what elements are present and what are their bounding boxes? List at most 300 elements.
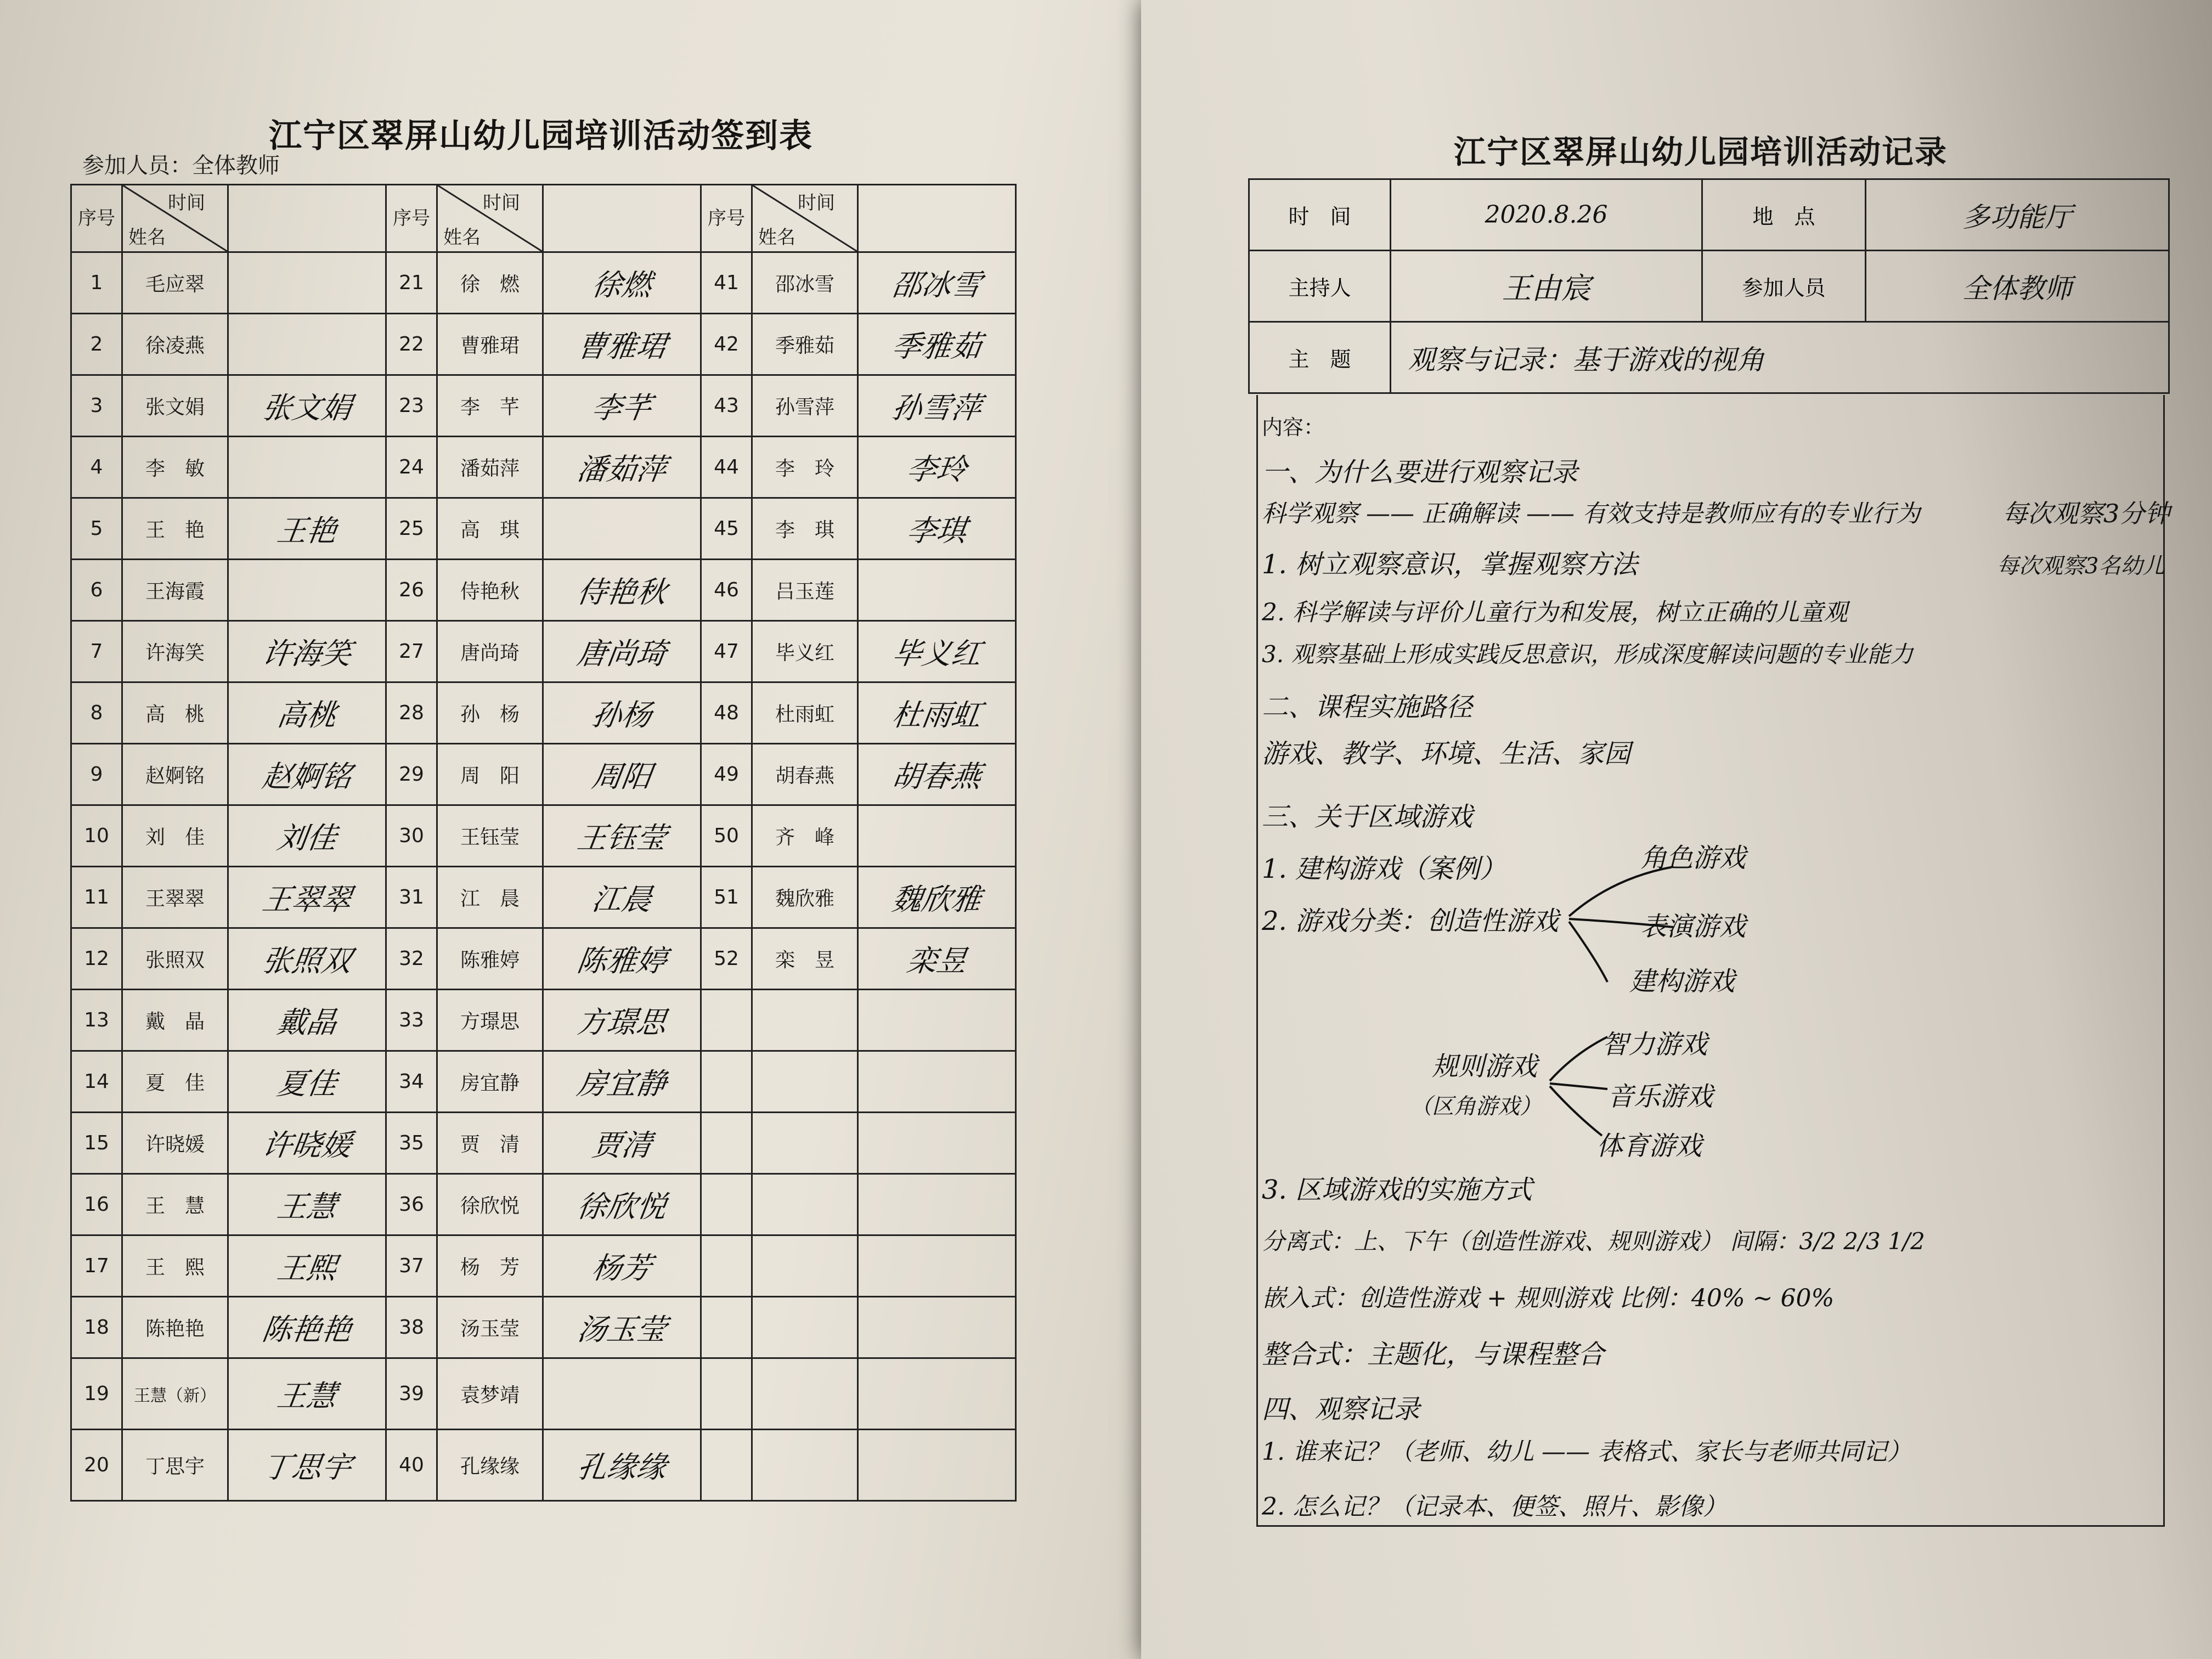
row-number: 33 bbox=[386, 990, 437, 1051]
row-name: 袁梦靖 bbox=[437, 1358, 543, 1430]
topic-value: 观察与记录：基于游戏的视角 bbox=[1408, 343, 1764, 376]
header-time: 时间 bbox=[798, 192, 835, 214]
content-line-14: 整合式：主题化，与课程整合 bbox=[1262, 1339, 1605, 1370]
row-number: 41 bbox=[701, 252, 752, 314]
attendees-value: 全体教师 bbox=[1962, 272, 2072, 304]
signature-text: 季雅茹 bbox=[889, 329, 984, 364]
row-name: 杜雨虹 bbox=[752, 682, 858, 744]
row-name: 赵婀铭 bbox=[122, 744, 228, 805]
header-time-name-cell bbox=[122, 185, 228, 252]
row-name: 王钰莹 bbox=[437, 805, 543, 867]
signature-text: 潘茹萍 bbox=[574, 452, 669, 487]
sign-in-row bbox=[71, 1051, 1016, 1113]
row-name: 曹雅珺 bbox=[437, 314, 543, 375]
row-name: 徐 燃 bbox=[437, 252, 543, 314]
content-line-13: 嵌入式：创造性游戏 + 规则游戏 比例：40% ~ 60% bbox=[1262, 1284, 1835, 1312]
row-name: 季雅茹 bbox=[752, 314, 858, 375]
sign-in-row bbox=[71, 560, 1016, 621]
signature-text: 王慧 bbox=[274, 1189, 339, 1224]
empty-cell bbox=[858, 990, 1016, 1051]
row-signature bbox=[228, 1174, 386, 1235]
row-name: 邵冰雪 bbox=[752, 252, 858, 314]
row-number: 50 bbox=[701, 805, 752, 867]
host-label: 主持人 bbox=[1249, 251, 1391, 322]
time-value: 2020.8.26 bbox=[1485, 201, 1608, 229]
header-time: 时间 bbox=[483, 192, 520, 214]
row-name: 高 琪 bbox=[437, 498, 543, 560]
row-name: 王海霞 bbox=[122, 560, 228, 621]
participants-label: 参加人员：全体教师 bbox=[82, 153, 280, 178]
row-signature bbox=[858, 560, 1016, 621]
row-signature bbox=[543, 1430, 701, 1501]
record-info-table bbox=[1248, 178, 2170, 394]
row-signature bbox=[858, 498, 1016, 560]
signature-text: 王翠翠 bbox=[259, 882, 354, 917]
row-signature bbox=[228, 928, 386, 990]
row-number: 3 bbox=[71, 375, 122, 437]
row-signature bbox=[228, 867, 386, 928]
row-number: 2 bbox=[71, 314, 122, 375]
content-line-5: 3. 观察基础上形成实践反思意识，形成深度解读问题的专业能力 bbox=[1262, 641, 1914, 668]
row-number: 25 bbox=[386, 498, 437, 560]
row-number: 35 bbox=[386, 1113, 437, 1174]
content-label: 内容： bbox=[1262, 415, 1325, 439]
row-number: 48 bbox=[701, 682, 752, 744]
time-label: 时 间 bbox=[1249, 179, 1391, 251]
content-line-4: 2. 科学解读与评价儿童行为和发展，树立正确的儿童观 bbox=[1262, 599, 1848, 627]
empty-cell bbox=[752, 1113, 858, 1174]
signature-text: 贾清 bbox=[589, 1128, 654, 1163]
row-number: 52 bbox=[701, 928, 752, 990]
header-time-name-cell bbox=[752, 185, 858, 252]
row-signature bbox=[543, 314, 701, 375]
row-signature bbox=[228, 1113, 386, 1174]
row-number: 31 bbox=[386, 867, 437, 928]
row-name: 李 琪 bbox=[752, 498, 858, 560]
row-number: 11 bbox=[71, 867, 122, 928]
empty-cell bbox=[701, 1051, 752, 1113]
row-name: 李 芊 bbox=[437, 375, 543, 437]
row-name: 许晓媛 bbox=[122, 1113, 228, 1174]
signature-text: 唐尚琦 bbox=[574, 636, 669, 671]
row-signature bbox=[543, 805, 701, 867]
content-line-15: 四、观察记录 bbox=[1262, 1394, 1420, 1425]
sign-in-row bbox=[71, 928, 1016, 990]
row-number: 14 bbox=[71, 1051, 122, 1113]
empty-cell bbox=[752, 990, 858, 1051]
content-line-12: 分离式：上、下午（创造性游戏、规则游戏） 间隔：3/2 2/3 1/2 bbox=[1262, 1228, 1925, 1255]
row-signature bbox=[228, 744, 386, 805]
empty-cell bbox=[752, 1235, 858, 1297]
row-signature bbox=[858, 867, 1016, 928]
empty-cell bbox=[858, 1113, 1016, 1174]
signature-text: 许晓媛 bbox=[259, 1128, 354, 1163]
sign-in-row bbox=[71, 867, 1016, 928]
row-name: 毕义红 bbox=[752, 621, 858, 682]
row-name: 周 阳 bbox=[437, 744, 543, 805]
row-signature bbox=[228, 1297, 386, 1358]
empty-cell bbox=[701, 1235, 752, 1297]
content-line-8: 三、关于区域游戏 bbox=[1262, 802, 1473, 832]
row-number: 47 bbox=[701, 621, 752, 682]
row-signature bbox=[543, 1297, 701, 1358]
row-number: 6 bbox=[71, 560, 122, 621]
row-name: 孙雪萍 bbox=[752, 375, 858, 437]
signature-text: 魏欣雅 bbox=[889, 882, 984, 917]
row-signature bbox=[543, 498, 701, 560]
row-signature bbox=[543, 375, 701, 437]
row-number: 49 bbox=[701, 744, 752, 805]
row-name: 高 桃 bbox=[122, 682, 228, 744]
row-number: 5 bbox=[71, 498, 122, 560]
branch-intellectual: 智力游戏 bbox=[1602, 1029, 1708, 1060]
row-name: 齐 峰 bbox=[752, 805, 858, 867]
row-name: 王 熙 bbox=[122, 1235, 228, 1297]
row-name: 李 玲 bbox=[752, 437, 858, 498]
row-number: 7 bbox=[71, 621, 122, 682]
signature-text: 曹雅珺 bbox=[574, 329, 669, 364]
sign-in-table bbox=[70, 184, 1017, 1502]
content-line-1: 一、为什么要进行观察记录 bbox=[1262, 457, 1578, 488]
row-signature bbox=[858, 437, 1016, 498]
empty-cell bbox=[858, 1174, 1016, 1235]
signature-text: 毕义红 bbox=[889, 636, 984, 671]
signature-text: 王钰莹 bbox=[574, 821, 669, 855]
row-signature bbox=[228, 990, 386, 1051]
row-signature bbox=[543, 621, 701, 682]
row-name: 徐欣悦 bbox=[437, 1174, 543, 1235]
row-name: 胡春燕 bbox=[752, 744, 858, 805]
row-signature bbox=[228, 1430, 386, 1501]
row-number: 8 bbox=[71, 682, 122, 744]
row-number: 44 bbox=[701, 437, 752, 498]
row-number: 37 bbox=[386, 1235, 437, 1297]
content-line-3: 1. 树立观察意识，掌握观察方法 bbox=[1262, 549, 1638, 580]
empty-cell bbox=[752, 1174, 858, 1235]
content-line-16: 1. 谁来记？（老师、幼儿 —— 表格式、家长与老师共同记） bbox=[1262, 1438, 1911, 1466]
row-signature bbox=[858, 805, 1016, 867]
row-name: 李 敏 bbox=[122, 437, 228, 498]
row-signature bbox=[228, 805, 386, 867]
row-name: 王慧（新） bbox=[122, 1358, 228, 1430]
empty-cell bbox=[752, 1297, 858, 1358]
row-name: 王 慧 bbox=[122, 1174, 228, 1235]
row-signature bbox=[228, 1051, 386, 1113]
row-name: 江 晨 bbox=[437, 867, 543, 928]
signature-text: 陈雅婷 bbox=[574, 944, 669, 978]
row-number: 42 bbox=[701, 314, 752, 375]
row-signature bbox=[858, 314, 1016, 375]
row-name: 唐尚琦 bbox=[437, 621, 543, 682]
row-signature bbox=[543, 682, 701, 744]
signature-text: 徐燃 bbox=[589, 268, 654, 302]
row-signature bbox=[858, 621, 1016, 682]
row-name: 房宜静 bbox=[437, 1051, 543, 1113]
sign-in-row bbox=[71, 437, 1016, 498]
empty-cell bbox=[701, 990, 752, 1051]
signature-text: 栾昱 bbox=[904, 944, 969, 978]
row-signature bbox=[543, 437, 701, 498]
signature-text: 李芊 bbox=[589, 391, 654, 425]
content-line-17: 2. 怎么记？（记录本、便签、照片、影像） bbox=[1262, 1493, 1727, 1521]
row-name: 王 艳 bbox=[122, 498, 228, 560]
row-number: 38 bbox=[386, 1297, 437, 1358]
row-signature bbox=[543, 928, 701, 990]
place-label: 地 点 bbox=[1702, 179, 1866, 251]
row-name: 杨 芳 bbox=[437, 1235, 543, 1297]
row-signature bbox=[858, 375, 1016, 437]
empty-cell bbox=[701, 1174, 752, 1235]
attendees-label: 参加人员 bbox=[1702, 251, 1866, 322]
signature-text: 丁思宇 bbox=[259, 1450, 354, 1485]
row-signature bbox=[543, 1235, 701, 1297]
sign-in-title: 江宁区翠屏山幼儿园培训活动签到表 bbox=[269, 117, 813, 155]
row-name: 陈雅婷 bbox=[437, 928, 543, 990]
rules-game-label: 规则游戏 bbox=[1432, 1051, 1538, 1082]
row-signature bbox=[228, 498, 386, 560]
row-number: 36 bbox=[386, 1174, 437, 1235]
row-number: 19 bbox=[71, 1358, 122, 1430]
side-note-2: 每次观察3名幼儿 bbox=[1997, 554, 2165, 579]
row-name: 陈艳艳 bbox=[122, 1297, 228, 1358]
signature-text: 陈艳艳 bbox=[259, 1312, 354, 1347]
row-name: 夏 佳 bbox=[122, 1051, 228, 1113]
row-number: 13 bbox=[71, 990, 122, 1051]
row-name: 丁思宇 bbox=[122, 1430, 228, 1501]
branch-sports: 体育游戏 bbox=[1596, 1131, 1702, 1161]
signature-text: 张照双 bbox=[259, 944, 354, 978]
signature-text: 胡春燕 bbox=[889, 759, 984, 794]
row-name: 刘 佳 bbox=[122, 805, 228, 867]
signature-text: 高桃 bbox=[274, 698, 339, 732]
sign-in-row bbox=[71, 990, 1016, 1051]
signature-text: 王艳 bbox=[274, 514, 339, 548]
row-name: 魏欣雅 bbox=[752, 867, 858, 928]
row-name: 汤玉莹 bbox=[437, 1297, 543, 1358]
branch-construction: 建构游戏 bbox=[1629, 966, 1735, 997]
empty-cell bbox=[701, 1358, 752, 1430]
row-signature bbox=[543, 867, 701, 928]
signature-text: 周阳 bbox=[589, 759, 654, 794]
empty-cell bbox=[858, 1235, 1016, 1297]
record-title: 江宁区翠屏山幼儿园培训活动记录 bbox=[1454, 133, 1948, 171]
row-signature bbox=[543, 560, 701, 621]
signature-text: 王熙 bbox=[274, 1251, 339, 1285]
sign-in-row bbox=[71, 314, 1016, 375]
row-name: 张文娟 bbox=[122, 375, 228, 437]
signature-text: 杨芳 bbox=[589, 1251, 654, 1285]
sign-in-row bbox=[71, 252, 1016, 314]
row-name: 毛应翠 bbox=[122, 252, 228, 314]
row-signature bbox=[858, 928, 1016, 990]
row-name: 潘茹萍 bbox=[437, 437, 543, 498]
sign-in-row bbox=[71, 1174, 1016, 1235]
row-number: 46 bbox=[701, 560, 752, 621]
row-name: 戴 晶 bbox=[122, 990, 228, 1051]
row-number: 4 bbox=[71, 437, 122, 498]
header-signature bbox=[228, 185, 386, 252]
content-line-11: 3. 区域游戏的实施方式 bbox=[1262, 1175, 1533, 1205]
signature-text: 邵冰雪 bbox=[889, 268, 984, 302]
signature-text: 李玲 bbox=[904, 452, 969, 487]
row-signature bbox=[228, 560, 386, 621]
row-signature bbox=[228, 621, 386, 682]
row-number: 29 bbox=[386, 744, 437, 805]
empty-cell bbox=[752, 1051, 858, 1113]
signature-text: 夏佳 bbox=[274, 1066, 339, 1101]
header-no: 序号 bbox=[71, 185, 122, 252]
row-number: 20 bbox=[71, 1430, 122, 1501]
row-signature bbox=[543, 252, 701, 314]
row-number: 30 bbox=[386, 805, 437, 867]
row-name: 孙 杨 bbox=[437, 682, 543, 744]
row-signature bbox=[228, 1235, 386, 1297]
row-signature bbox=[543, 990, 701, 1051]
signature-text: 赵婀铭 bbox=[259, 759, 354, 794]
empty-cell bbox=[858, 1297, 1016, 1358]
signature-text: 李琪 bbox=[904, 514, 969, 548]
branch-music: 音乐游戏 bbox=[1607, 1081, 1713, 1112]
row-signature bbox=[228, 1358, 386, 1430]
host-value: 王由宸 bbox=[1502, 271, 1591, 306]
row-name: 孔缘缘 bbox=[437, 1430, 543, 1501]
header-name: 姓名 bbox=[758, 227, 795, 249]
signature-text: 江晨 bbox=[589, 882, 654, 917]
signature-text: 孔缘缘 bbox=[574, 1450, 669, 1485]
row-number: 43 bbox=[701, 375, 752, 437]
empty-cell bbox=[752, 1358, 858, 1430]
place-value: 多功能厅 bbox=[1962, 201, 2072, 233]
empty-cell bbox=[701, 1113, 752, 1174]
row-signature bbox=[858, 744, 1016, 805]
signature-text: 房宜静 bbox=[574, 1066, 669, 1101]
row-number: 1 bbox=[71, 252, 122, 314]
row-number: 27 bbox=[386, 621, 437, 682]
row-number: 26 bbox=[386, 560, 437, 621]
sign-in-row bbox=[71, 682, 1016, 744]
row-number: 45 bbox=[701, 498, 752, 560]
empty-cell bbox=[752, 1430, 858, 1501]
row-name: 徐凌燕 bbox=[122, 314, 228, 375]
empty-cell bbox=[701, 1297, 752, 1358]
header-signature bbox=[858, 185, 1016, 252]
row-signature bbox=[543, 744, 701, 805]
row-name: 王翠翠 bbox=[122, 867, 228, 928]
row-number: 34 bbox=[386, 1051, 437, 1113]
row-name: 栾 昱 bbox=[752, 928, 858, 990]
sign-in-row bbox=[71, 1297, 1016, 1358]
rules-game-sub: （区角游戏） bbox=[1410, 1094, 1542, 1119]
row-signature bbox=[228, 375, 386, 437]
empty-cell bbox=[858, 1051, 1016, 1113]
header-name: 姓名 bbox=[128, 227, 166, 249]
signature-text: 张文娟 bbox=[259, 391, 354, 425]
row-number: 24 bbox=[386, 437, 437, 498]
row-number: 17 bbox=[71, 1235, 122, 1297]
row-name: 张照双 bbox=[122, 928, 228, 990]
row-signature bbox=[543, 1174, 701, 1235]
row-number: 21 bbox=[386, 252, 437, 314]
row-signature bbox=[228, 682, 386, 744]
signature-text: 孙雪萍 bbox=[889, 391, 984, 425]
signature-text: 许海笑 bbox=[259, 636, 354, 671]
row-number: 18 bbox=[71, 1297, 122, 1358]
sign-in-row bbox=[71, 621, 1016, 682]
row-number: 28 bbox=[386, 682, 437, 744]
sign-in-row bbox=[71, 1430, 1016, 1501]
content-line-6: 二、课程实施路径 bbox=[1262, 692, 1473, 723]
sign-in-row bbox=[71, 375, 1016, 437]
signature-text: 孙杨 bbox=[589, 698, 654, 732]
signature-text: 刘佳 bbox=[274, 821, 339, 855]
content-line-7: 游戏、教学、环境、生活、家园 bbox=[1262, 738, 1631, 769]
side-note-1: 每次观察3分钟 bbox=[2002, 499, 2170, 528]
header-time-name-cell bbox=[437, 185, 543, 252]
signature-text: 杜雨虹 bbox=[889, 698, 984, 732]
row-signature bbox=[858, 252, 1016, 314]
header-time: 时间 bbox=[168, 192, 205, 214]
row-signature bbox=[228, 252, 386, 314]
empty-cell bbox=[858, 1358, 1016, 1430]
row-number: 22 bbox=[386, 314, 437, 375]
header-signature bbox=[543, 185, 701, 252]
row-number: 40 bbox=[386, 1430, 437, 1501]
header-name: 姓名 bbox=[443, 227, 481, 249]
sign-in-row bbox=[71, 744, 1016, 805]
signature-text: 侍艳秋 bbox=[574, 575, 669, 610]
row-name: 侍艳秋 bbox=[437, 560, 543, 621]
signature-text: 方璟思 bbox=[574, 1005, 669, 1040]
row-number: 10 bbox=[71, 805, 122, 867]
signature-text: 汤玉莹 bbox=[574, 1312, 669, 1347]
row-number: 12 bbox=[71, 928, 122, 990]
sign-in-row bbox=[71, 805, 1016, 867]
row-number: 9 bbox=[71, 744, 122, 805]
row-name: 许海笑 bbox=[122, 621, 228, 682]
signature-text: 徐欣悦 bbox=[574, 1189, 669, 1224]
sign-in-row bbox=[71, 1235, 1016, 1297]
row-signature bbox=[228, 314, 386, 375]
row-number: 23 bbox=[386, 375, 437, 437]
header-no: 序号 bbox=[386, 185, 437, 252]
content-line-9: 1. 建构游戏（案例） bbox=[1262, 854, 1506, 884]
row-number: 16 bbox=[71, 1174, 122, 1235]
row-signature bbox=[858, 682, 1016, 744]
signature-text: 王慧 bbox=[274, 1379, 339, 1413]
empty-cell bbox=[858, 1430, 1016, 1501]
row-number: 32 bbox=[386, 928, 437, 990]
content-line-2: 科学观察 —— 正确解读 —— 有效支持是教师应有的专业行为 bbox=[1262, 500, 1920, 528]
sign-in-row bbox=[71, 498, 1016, 560]
signature-text: 戴晶 bbox=[274, 1005, 339, 1040]
row-signature bbox=[543, 1113, 701, 1174]
row-signature bbox=[543, 1358, 701, 1430]
row-name: 贾 清 bbox=[437, 1113, 543, 1174]
sign-in-row bbox=[71, 1358, 1016, 1430]
empty-cell bbox=[701, 1430, 752, 1501]
row-number: 51 bbox=[701, 867, 752, 928]
row-number: 15 bbox=[71, 1113, 122, 1174]
header-no: 序号 bbox=[701, 185, 752, 252]
row-name: 方璟思 bbox=[437, 990, 543, 1051]
row-signature bbox=[543, 1051, 701, 1113]
row-number: 39 bbox=[386, 1358, 437, 1430]
row-name: 吕玉莲 bbox=[752, 560, 858, 621]
branch-performance: 表演游戏 bbox=[1640, 911, 1746, 942]
content-line-10: 2. 游戏分类：创造性游戏 bbox=[1262, 906, 1559, 936]
sign-in-row bbox=[71, 1113, 1016, 1174]
branch-role-play: 角色游戏 bbox=[1640, 843, 1746, 873]
